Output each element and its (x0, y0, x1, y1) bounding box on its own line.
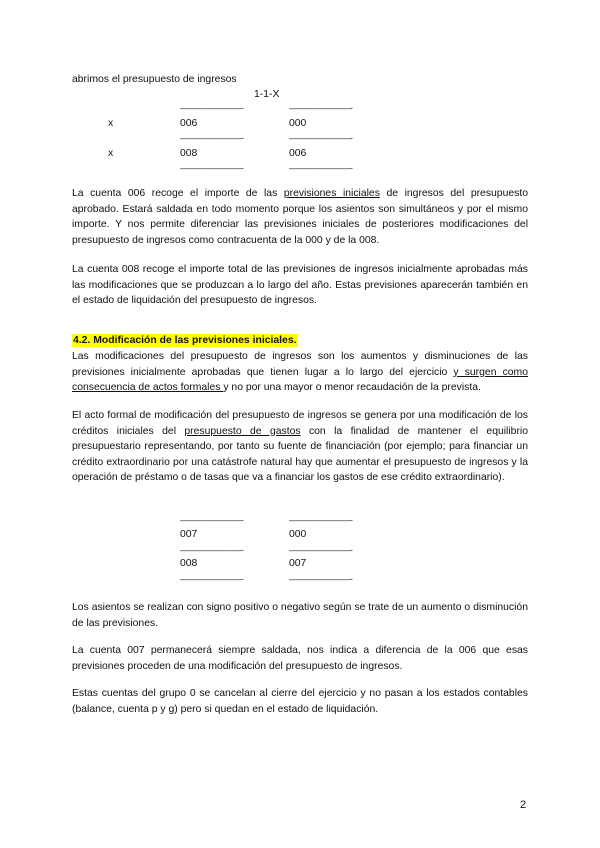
separator: ———————- (289, 574, 353, 584)
separator: ———————- (180, 133, 244, 143)
credit-account: 007 (289, 558, 307, 569)
text: con la finalidad de mantener el equilibrio presupuestario representando, por tanto su fuente de financiación (por ejemplo; para financiar un crédito extraordinario por una catástrofe natural hay que aumentar el presupuesto de ingresos y la operación de préstamo o de tasas que va a financiar los gastos de ese crédito extraordinario). (72, 425, 529, 483)
separator: ———————- (180, 545, 244, 555)
paragraph-acto-formal (72, 408, 528, 486)
text: y no por una mayor o menor recaudación de la prevista. (223, 382, 481, 393)
paragraph-grupo-0: Estas cuentas del grupo 0 se cancelan al cierre del ejercicio y no pasan a los estados contables (balance, cuenta p y g) pero si quedan en el estado de liquidación. (72, 688, 528, 715)
separator: ———————- (289, 163, 353, 173)
paragraph-modificaciones (72, 349, 528, 396)
separator: ———————- (180, 574, 244, 584)
intro-text: abrimos el presupuesto de ingresos (72, 74, 237, 85)
entry-mark: x (108, 148, 114, 159)
separator: ———————- (289, 133, 353, 143)
page-number: 2 (520, 799, 527, 811)
separator: ———————- (180, 103, 244, 113)
debit-account: 008 (180, 148, 198, 159)
separator: ———————- (289, 545, 353, 555)
credit-account: 000 (289, 118, 307, 129)
debit-account: 008 (180, 558, 198, 569)
credit-account: 006 (289, 148, 307, 159)
separator: ———————- (289, 515, 353, 525)
date-label: 1-1-X (254, 89, 280, 100)
separator: ———————- (180, 163, 244, 173)
text: El acto formal de modificación del presupuesto de ingresos se genera por una modificación de los créditos iniciales del (72, 410, 528, 437)
separator: ———————- (289, 103, 353, 113)
debit-account: 006 (180, 118, 198, 129)
paragraph-asientos: Los asientos se realizan con signo positivo o negativo según se trate de un aumento o disminución de las previsiones. (72, 602, 528, 629)
debit-account: 007 (180, 529, 198, 540)
text: de ingresos del presupuesto aprobado. Estará saldada en todo momento porque los asientos son simultáneos y por el mismo importe. Y nos permite diferenciar las previsiones iniciales de posteriores modificaciones del presupuesto de ingresos como contracuenta de la 000 y de la 008. (72, 188, 529, 246)
separator: ———————- (180, 515, 244, 525)
underlined-term: previsiones iniciales (283, 188, 380, 199)
entry-mark: x (108, 118, 114, 129)
paragraph-cuenta-006 (72, 186, 528, 248)
text: Las modificaciones del presupuesto de ingresos son los aumentos y disminuciones de las previsiones inicialmente aprobadas que tienen lugar a lo largo del ejercicio (72, 351, 528, 378)
paragraph-cuenta-008: La cuenta 008 recoge el importe total de las previsiones de ingresos inicialmente aprobadas más las modificaciones que se produzcan a lo largo del año. Estas previsiones aparecerán también en el estado de liquidación del presupuesto de ingresos. (72, 264, 528, 306)
paragraph-cuenta-007: La cuenta 007 permanecerá siempre saldada, nos indica a diferencia de la 006 que esas previsiones proceden de una modificación del presupuesto de ingresos. (72, 645, 528, 672)
text: La cuenta 006 recoge el importe de las (72, 188, 284, 199)
credit-account: 000 (289, 529, 307, 540)
section-heading: 4.2. Modificación de las previsiones iniciales. (73, 335, 297, 346)
underlined-term: y surgen como consecuencia de actos formales (72, 366, 528, 393)
underlined-term: presupuesto de gastos (184, 425, 301, 437)
